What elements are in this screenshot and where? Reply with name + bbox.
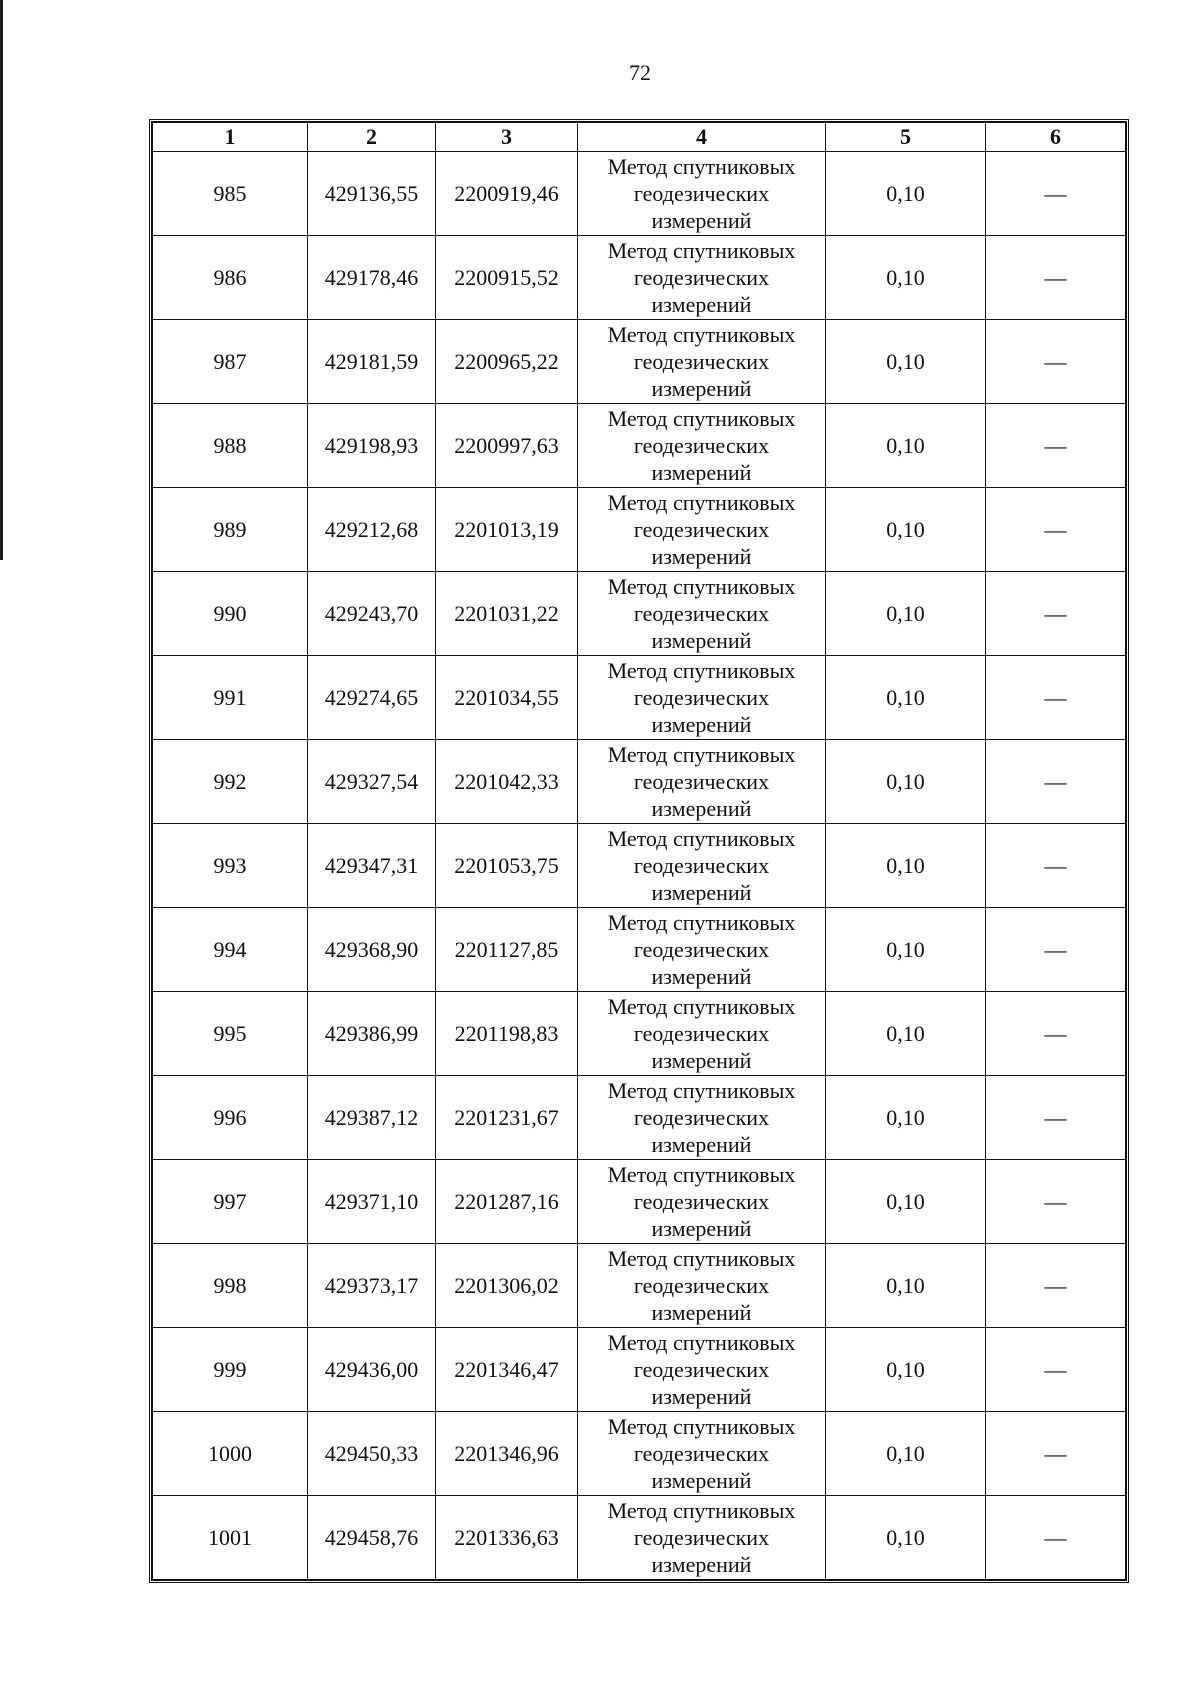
accuracy-cell: 0,10	[826, 152, 986, 236]
note-cell: —	[986, 1328, 1126, 1412]
method-cell: Метод спутниковых геодезических измерений	[578, 1160, 826, 1244]
y-coordinate-cell: 2201013,19	[436, 488, 578, 572]
table-row	[153, 1160, 1126, 1244]
method-cell: Метод спутниковых геодезических измерений	[578, 1244, 826, 1328]
table-header-row	[153, 123, 1126, 152]
point-number-cell: 993	[153, 824, 308, 908]
y-coordinate-cell: 2200965,22	[436, 320, 578, 404]
x-coordinate-cell: 429373,17	[308, 1244, 436, 1328]
y-coordinate-cell: 2201031,22	[436, 572, 578, 656]
point-number-cell: 995	[153, 992, 308, 1076]
note-cell: —	[986, 1160, 1126, 1244]
note-cell: —	[986, 908, 1126, 992]
x-coordinate-cell: 429436,00	[308, 1328, 436, 1412]
x-coordinate-cell: 429243,70	[308, 572, 436, 656]
table-row	[153, 992, 1126, 1076]
method-cell: Метод спутниковых геодезических измерений	[578, 488, 826, 572]
point-number-cell: 991	[153, 656, 308, 740]
x-coordinate-cell: 429212,68	[308, 488, 436, 572]
method-cell: Метод спутниковых геодезических измерений	[578, 1076, 826, 1160]
accuracy-cell: 0,10	[826, 1328, 986, 1412]
table-row	[153, 236, 1126, 320]
accuracy-cell: 0,10	[826, 1076, 986, 1160]
y-coordinate-cell: 2201336,63	[436, 1496, 578, 1580]
accuracy-cell: 0,10	[826, 488, 986, 572]
accuracy-cell: 0,10	[826, 824, 986, 908]
table-row	[153, 488, 1126, 572]
point-number-cell: 986	[153, 236, 308, 320]
table-row	[153, 404, 1126, 488]
table-row	[153, 740, 1126, 824]
method-cell: Метод спутниковых геодезических измерений	[578, 740, 826, 824]
y-coordinate-cell: 2201231,67	[436, 1076, 578, 1160]
y-coordinate-cell: 2201287,16	[436, 1160, 578, 1244]
y-coordinate-cell: 2201346,96	[436, 1412, 578, 1496]
coordinates-table-frame	[149, 119, 1129, 1583]
y-coordinate-cell: 2201306,02	[436, 1244, 578, 1328]
table-body	[153, 152, 1126, 1580]
method-cell: Метод спутниковых геодезических измерений	[578, 1412, 826, 1496]
column-header: 2	[308, 123, 436, 152]
page-number: 72	[629, 60, 651, 85]
y-coordinate-cell: 2201053,75	[436, 824, 578, 908]
table-row	[153, 1412, 1126, 1496]
note-cell: —	[986, 740, 1126, 824]
x-coordinate-cell: 429387,12	[308, 1076, 436, 1160]
table-row	[153, 320, 1126, 404]
point-number-cell: 994	[153, 908, 308, 992]
y-coordinate-cell: 2200919,46	[436, 152, 578, 236]
x-coordinate-cell: 429458,76	[308, 1496, 436, 1580]
x-coordinate-cell: 429327,54	[308, 740, 436, 824]
note-cell: —	[986, 1244, 1126, 1328]
x-coordinate-cell: 429198,93	[308, 404, 436, 488]
method-cell: Метод спутниковых геодезических измерений	[578, 824, 826, 908]
x-coordinate-cell: 429136,55	[308, 152, 436, 236]
method-cell: Метод спутниковых геодезических измерений	[578, 320, 826, 404]
accuracy-cell: 0,10	[826, 1496, 986, 1580]
column-header: 6	[986, 123, 1126, 152]
note-cell: —	[986, 488, 1126, 572]
accuracy-cell: 0,10	[826, 1244, 986, 1328]
x-coordinate-cell: 429181,59	[308, 320, 436, 404]
table-row	[153, 908, 1126, 992]
note-cell: —	[986, 1496, 1126, 1580]
note-cell: —	[986, 992, 1126, 1076]
note-cell: —	[986, 320, 1126, 404]
table-row	[153, 656, 1126, 740]
table-row	[153, 1244, 1126, 1328]
coordinates-table	[152, 122, 1126, 1580]
column-header: 4	[578, 123, 826, 152]
note-cell: —	[986, 236, 1126, 320]
point-number-cell: 1001	[153, 1496, 308, 1580]
method-cell: Метод спутниковых геодезических измерений	[578, 908, 826, 992]
x-coordinate-cell: 429386,99	[308, 992, 436, 1076]
method-cell: Метод спутниковых геодезических измерений	[578, 572, 826, 656]
method-cell: Метод спутниковых геодезических измерений	[578, 1496, 826, 1580]
x-coordinate-cell: 429450,33	[308, 1412, 436, 1496]
column-header: 5	[826, 123, 986, 152]
accuracy-cell: 0,10	[826, 404, 986, 488]
table-row	[153, 1496, 1126, 1580]
accuracy-cell: 0,10	[826, 320, 986, 404]
point-number-cell: 985	[153, 152, 308, 236]
y-coordinate-cell: 2201034,55	[436, 656, 578, 740]
note-cell: —	[986, 572, 1126, 656]
table-row	[153, 824, 1126, 908]
table-row	[153, 1076, 1126, 1160]
method-cell: Метод спутниковых геодезических измерений	[578, 1328, 826, 1412]
point-number-cell: 996	[153, 1076, 308, 1160]
accuracy-cell: 0,10	[826, 908, 986, 992]
column-header: 1	[153, 123, 308, 152]
accuracy-cell: 0,10	[826, 1160, 986, 1244]
note-cell: —	[986, 152, 1126, 236]
note-cell: —	[986, 824, 1126, 908]
point-number-cell: 999	[153, 1328, 308, 1412]
y-coordinate-cell: 2201346,47	[436, 1328, 578, 1412]
accuracy-cell: 0,10	[826, 740, 986, 824]
x-coordinate-cell: 429368,90	[308, 908, 436, 992]
point-number-cell: 989	[153, 488, 308, 572]
table-row	[153, 1328, 1126, 1412]
point-number-cell: 988	[153, 404, 308, 488]
y-coordinate-cell: 2201127,85	[436, 908, 578, 992]
accuracy-cell: 0,10	[826, 656, 986, 740]
column-header: 3	[436, 123, 578, 152]
note-cell: —	[986, 404, 1126, 488]
accuracy-cell: 0,10	[826, 992, 986, 1076]
point-number-cell: 997	[153, 1160, 308, 1244]
accuracy-cell: 0,10	[826, 1412, 986, 1496]
y-coordinate-cell: 2201198,83	[436, 992, 578, 1076]
table-row	[153, 152, 1126, 236]
point-number-cell: 992	[153, 740, 308, 824]
method-cell: Метод спутниковых геодезических измерений	[578, 404, 826, 488]
point-number-cell: 987	[153, 320, 308, 404]
accuracy-cell: 0,10	[826, 572, 986, 656]
table-row	[153, 572, 1126, 656]
method-cell: Метод спутниковых геодезических измерений	[578, 152, 826, 236]
x-coordinate-cell: 429347,31	[308, 824, 436, 908]
x-coordinate-cell: 429274,65	[308, 656, 436, 740]
x-coordinate-cell: 429178,46	[308, 236, 436, 320]
y-coordinate-cell: 2201042,33	[436, 740, 578, 824]
point-number-cell: 1000	[153, 1412, 308, 1496]
y-coordinate-cell: 2200915,52	[436, 236, 578, 320]
method-cell: Метод спутниковых геодезических измерений	[578, 236, 826, 320]
x-coordinate-cell: 429371,10	[308, 1160, 436, 1244]
point-number-cell: 990	[153, 572, 308, 656]
note-cell: —	[986, 656, 1126, 740]
method-cell: Метод спутниковых геодезических измерений	[578, 992, 826, 1076]
y-coordinate-cell: 2200997,63	[436, 404, 578, 488]
note-cell: —	[986, 1412, 1126, 1496]
point-number-cell: 998	[153, 1244, 308, 1328]
note-cell: —	[986, 1076, 1126, 1160]
method-cell: Метод спутниковых геодезических измерений	[578, 656, 826, 740]
accuracy-cell: 0,10	[826, 236, 986, 320]
